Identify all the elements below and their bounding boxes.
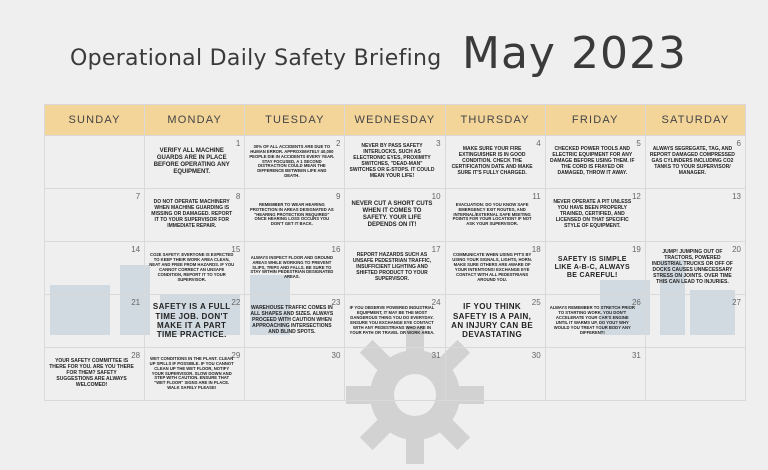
safety-tip	[650, 348, 735, 400]
day-cell	[45, 189, 145, 242]
day-number: 14	[131, 245, 141, 254]
day-number: 4	[536, 139, 541, 148]
day-number: 5	[636, 139, 641, 148]
day-cell	[145, 136, 245, 189]
day-cell	[145, 295, 245, 348]
safety-tip: ALWAYS SEGREGATE, TAG, AND REPORT DAMAGED COMPRESSED GAS CYLINDERS INCLUDING CO2 TANKS TO YOUR SUPERVISOR/ MANAGER.	[649, 146, 735, 176]
day-cell	[45, 348, 145, 401]
safety-tip	[49, 189, 134, 241]
day-number: 31	[631, 351, 641, 360]
safety-tip	[650, 189, 735, 241]
calendar-week-row	[45, 136, 746, 189]
day-number: 10	[431, 192, 441, 201]
safety-tip	[49, 136, 134, 188]
day-number: 21	[131, 298, 141, 307]
day-number: 12	[631, 192, 641, 201]
day-cell	[145, 189, 245, 242]
safety-tip: IF YOU OBSERVE POWERED INDUSTRIAL EQUIPMENT, IT MAY BE THE MOST DANGEROUS THING YOU DO EVERYDAY. ENSURE YOU EXCHANGE EYE CONTACT WITH ANY PEDESTRIANS WHO ARE IN YOUR PATH OR TRAVEL OR WORK AREA.	[349, 305, 435, 335]
day-cell	[45, 295, 145, 348]
day-number: 8	[235, 192, 241, 201]
day-cell	[45, 136, 145, 189]
day-cell	[445, 189, 545, 242]
day-cell	[345, 295, 445, 348]
weekday-header: MONDAY	[145, 105, 245, 136]
day-number: 6	[736, 139, 741, 148]
day-number: 11	[532, 192, 541, 201]
day-number: 29	[231, 351, 241, 360]
day-cell	[245, 242, 345, 295]
safety-tip: ALWAYS REMEMBER TO STRETCH PRIOR TO STARTING WORK. YOU DON'T ACCELERATE YOUR CAR'S ENGINE UNTIL IT WARMS UP, DO YOU? WHY WOULD YOU TREAT YOUR BODY ANY DIFFERENT!	[549, 305, 635, 335]
day-number: 24	[431, 298, 441, 307]
day-cell	[345, 136, 445, 189]
day-number: 19	[631, 245, 641, 254]
month-title: May 2023	[462, 28, 687, 79]
weekday-header: FRIDAY	[545, 105, 645, 136]
day-cell	[545, 348, 645, 401]
day-number: 30	[331, 351, 341, 360]
safety-tip: REMEMBER TO WEAR HEARING PROTECTION IN AREAS DESIGNATED AS "HEARING PROTECTION REQUIRED" ONCE HEARING LOSS OCCURS YOU DON'T GET IT BACK.	[250, 201, 334, 227]
day-number: 7	[135, 192, 141, 201]
safety-tip: 30% OF ALL ACCIDENTS ARE DUE TO HUMAN ERROR. APPROXIMATELY 40,000 PEOPLE DIE IN ACCIDENTS EVERY YEAR. STAY FOCUSED, A 1 SECOND DISTRACTION COULD MEAN THE DIFFERENCE BETWEEN LIFE AND DEATH.	[249, 143, 335, 179]
calendar-week-row	[45, 348, 746, 401]
safety-tip: SAFETY IS SIMPLE LIKE A-B-C, ALWAYS BE CAREFUL!	[554, 255, 630, 280]
weekday-header: THURSDAY	[445, 105, 545, 136]
safety-tip: JUMP! JUMPING OUT OF TRACTORS, POWERED INDUSTRIAL TRUCKS OR OFF OF DOCKS CAUSES UNNECESSARY STRESS ON JOINTS. OVER TIME THIS CAN LEAD TO INJURIES.	[651, 249, 733, 285]
day-number: 18	[531, 245, 541, 254]
weekday-header: SUNDAY	[45, 105, 145, 136]
day-number: 3	[436, 139, 441, 148]
day-cell	[345, 189, 445, 242]
calendar-grid	[44, 104, 746, 401]
weekday-header: WEDNESDAY	[345, 105, 445, 136]
day-cell	[545, 242, 645, 295]
day-cell	[645, 295, 745, 348]
day-number: 17	[431, 245, 441, 254]
safety-tip: REPORT HAZARDS SUCH AS UNSAFE PEDESTRIAN TRAFFIC, INSUFFICIENT LIGHTING AND SHIFTED PRODUCT TO YOUR SUPERVISOR.	[352, 252, 432, 282]
safety-tip: ALWAYS INSPECT FLOOR AND GROUND AREAS WHILE WORKING TO PREVENT SLIPS, TRIPS AND FALLS. BE SURE TO STAY WITHIN PEDESTRIAN DESIGNATED AREAS.	[250, 254, 334, 280]
day-number: 26	[631, 298, 641, 307]
weekday-header: TUESDAY	[245, 105, 345, 136]
day-cell	[245, 189, 345, 242]
safety-tip: CHECKED POWER TOOLS AND ELECTRIC EQUIPMENT FOR ANY DAMAGE BEFORE USING THEM. IF THE CORD IS FRAYED OR DAMAGED, THROW IT AWAY.	[550, 146, 635, 176]
safety-tip	[550, 348, 635, 400]
calendar-week-row	[45, 242, 746, 295]
day-cell	[645, 348, 745, 401]
safety-tip: WET CONDITIONS IN THE PLANT. CLEAN UP SPILLS IF POSSIBLE. IF YOU CANNOT CLEAN UP THE WET FLOOR, NOTIFY YOUR SUPERVISOR. SLOW DOWN AND STEP WITH CAUTION. ENSURE THAT "WET FLOOR" SIGNS ARE IN PLACE. WALK SAFELY PLEASE!	[149, 355, 234, 391]
day-number: 23	[331, 298, 341, 307]
safety-tip	[49, 242, 134, 294]
day-cell	[645, 189, 745, 242]
calendar-week-row	[45, 189, 746, 242]
day-cell	[545, 189, 645, 242]
safety-tip: SAFETY IS A FULL TIME JOB. DON'T MAKE IT A PART TIME PRACTICE.	[152, 302, 231, 340]
day-number: 16	[331, 245, 341, 254]
day-cell	[545, 295, 645, 348]
day-cell	[345, 348, 445, 401]
safety-tip: IF YOU THINK SAFETY IS A PAIN, AN INJURY CAN BE DEVASTATING	[451, 302, 534, 340]
day-number: 1	[235, 139, 241, 148]
day-number: 20	[732, 245, 741, 254]
safety-tip	[249, 348, 334, 400]
safety-tip: CO2E SAFETY: EVERYONE IS EXPECTED TO KEEP THEIR WORK AREA CLEAN, NEAT AND FREE FROM HAZARDS. IF YOU CANNOT CORRECT AN UNSAFE CONDITION, REPORT IT TO YOUR SUPERVISOR.	[149, 252, 235, 282]
day-number: 25	[531, 298, 541, 307]
day-cell	[245, 136, 345, 189]
safety-tip: NEVER OPERATE A PIT UNLESS YOU HAVE BEEN PROPERLY TRAINED, CERTIFIED, AND LICENSED ON THAT SPECIFIC STYLE OF EQUIPMENT.	[553, 199, 632, 229]
day-number: 2	[335, 139, 341, 148]
weekday-header: SATURDAY	[645, 105, 745, 136]
day-cell	[645, 242, 745, 295]
day-number: 15	[231, 245, 241, 254]
briefing-title: Operational Daily Safety Briefing	[70, 46, 442, 71]
safety-tip	[650, 295, 735, 347]
safety-tip: DO NOT OPERATE MACHINERY WHEN MACHINE GUARDING IS MISSING OR DAMAGED. REPORT IT TO YOUR SUPERVISOR FOR IMMEDIATE REPAIR.	[151, 199, 233, 229]
safety-tip: MAKE SURE YOUR FIRE EXTINGUISHER IS IN GOOD CONDITION. CHECK THE CERTIFICATION DATE AND MAKE SURE IT'S FULLY CHARGED.	[451, 146, 533, 176]
day-number: 27	[732, 298, 741, 307]
day-cell	[445, 348, 545, 401]
day-number: 9	[335, 192, 341, 201]
day-number: 28	[131, 351, 141, 360]
safety-tip: EVACUATION: DO YOU KNOW SAFE EMERGENCY EXIT ROUTES, AND INTERNAL/EXTERNAL SAFE MEETING POINTS FOR YOUR LOCATION? IF NOT ASK YOUR SUPERVISOR.	[452, 201, 532, 227]
day-cell	[345, 242, 445, 295]
calendar-week-row	[45, 295, 746, 348]
safety-tip: WAREHOUSE TRAFFIC COMES IN ALL SHAPES AND SIZES. ALWAYS PROCEED WITH CAUTION WHEN APPROACHING INTERSECTIONS AND BLIND SPOTS.	[250, 305, 334, 335]
day-cell	[445, 136, 545, 189]
weekday-header-row	[45, 105, 746, 136]
day-cell	[45, 242, 145, 295]
safety-tip: NEVER CUT A SHORT CUTS WHEN IT COMES TO SAFETY. YOUR LIFE DEPENDS ON IT!	[351, 200, 433, 229]
safety-tip	[450, 348, 535, 400]
day-number: 13	[732, 192, 741, 201]
day-cell	[145, 348, 245, 401]
day-number: 22	[231, 298, 241, 307]
day-cell	[445, 295, 545, 348]
day-cell	[645, 136, 745, 189]
safety-tip: COMMUNICATE WHEN USING PIT'S BY USING YOUR SIGNALS, LIGHTS, HORN. MAKE SURE OTHERS ARE AWARE OF YOUR INTENTIONS! EXCHANGE EYE CONTACT WITH ALL PEDESTRIANS AROUND YOU.	[452, 252, 532, 282]
day-cell	[245, 348, 345, 401]
day-number: 31	[431, 351, 441, 360]
safety-tip: NEVER BY PASS SAFETY INTERLOCKS, SUCH AS ELECTRONIC EYES, PROXIMITY SWITCHES, "DEAD-MAN" SWITCHES OR E-STOPS. IT COULD MEAN YOUR LIFE!	[349, 143, 435, 179]
day-cell	[245, 295, 345, 348]
day-number: 30	[531, 351, 541, 360]
safety-tip	[49, 295, 134, 347]
safety-tip	[349, 348, 434, 400]
day-cell	[545, 136, 645, 189]
safety-tip: YOUR SAFETY COMMITTEE IS THERE FOR YOU. ARE YOU THERE FOR THEM? SAFETY SUGGESTIONS ARE ALWAYS WELCOMED!	[49, 358, 134, 388]
day-cell	[445, 242, 545, 295]
day-cell	[145, 242, 245, 295]
safety-tip: VERIFY ALL MACHINE GUARDS ARE IN PLACE BEFORE OPERATING ANY EQUIPMENT.	[153, 147, 230, 176]
